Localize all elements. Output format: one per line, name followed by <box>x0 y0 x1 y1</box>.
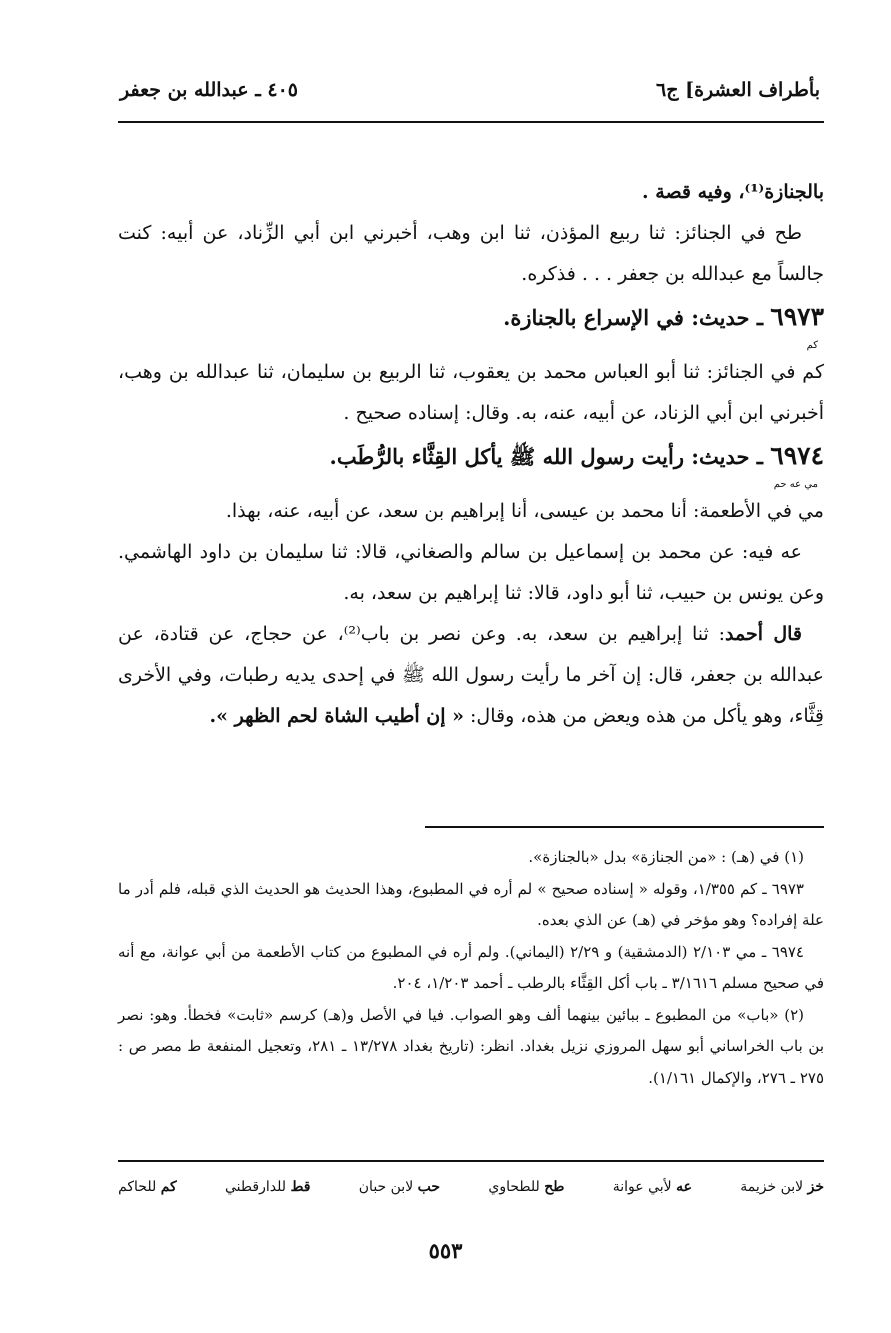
footnote-6974: ٦٩٧٤ ـ مي ٢/١٠٣ (الدمشقية) و ٢/٢٩ (اليماني). ولم أره في المطبوع من كتاب الأطعمة من أبي عوانة، مع أنه في صحيح مسلم ٣/١٦١٦ ـ باب أكل القِثَّاء بالرطب ـ أحمد ١/٢٠٣، ٢٠٤. <box>118 942 824 992</box>
header-divider <box>118 121 824 123</box>
paragraph-tahawi: طح في الجنائز: ثنا ربيع المؤذن، ثنا ابن وهب، أخبرني ابن أبي الزِّناد، عن أبيه: كنت جالساً مع عبدالله بن جعفر . . . فذكره. <box>118 222 824 285</box>
ahmad-quote: « إن أطيب الشاة لحم الظهر ». <box>209 705 464 727</box>
running-header <box>120 70 820 110</box>
legend-item: قط للدارقطني <box>225 1179 311 1195</box>
book-title: بأطراف العشرة] ج٦ <box>656 79 820 101</box>
hadith-number-6973: ٦٩٧٣ <box>770 302 824 331</box>
hadith-title-6973: ـ حديث: في الإسراع بالجنازة. <box>503 305 763 330</box>
abbreviation-legend <box>118 1170 824 1204</box>
footnote-divider <box>425 826 824 828</box>
hadith-heading-6973 <box>118 295 824 340</box>
hadith-title-6974: ـ حديث: رأيت رسول الله ﷺ يأكل القِثَّاء بالرُّطَب. <box>329 444 763 469</box>
source-symbols-6974: مي عه حم <box>773 479 818 490</box>
legend-item: عه لأبي عوانة <box>612 1179 692 1195</box>
hadith-body-6973: كم في الجنائز: ثنا أبو العباس محمد بن يعقوب، ثنا الربيع بن سليمان، ثنا عبدالله بن وهب، أخبرني ابن أبي الزناد، عن أبيه، عنه، به. وقال: إسناده صحيح . <box>118 361 824 424</box>
main-text <box>118 172 824 737</box>
paragraph-continuation: بالجنازة⁽¹⁾، وفيه قصة . <box>642 181 824 203</box>
footnote-2: (٢) «باب» من المطبوع ـ ببائين بينهما ألف وهو الصواب. فيا في الأصل و(هـ) كرسم «ثابت» فخطأ. وهو: نصر بن باب الخراساني أبو سهل المروزي نزيل بغداد. انظر: (تاريخ بغداد ١٣/٢٧٨ ـ ٢٨١، وتعجيل المنفعة ط مصر ص : ٢٧٥ ـ ٢٧٦، والإكمال ١/١٦١). <box>118 1005 825 1087</box>
hadith-body-ahmad <box>118 614 824 737</box>
hadith-body-abu-awana: عه فيه: عن محمد بن إسماعيل بن سالم والصغاني، قالا: ثنا سليمان بن داود الهاشمي. وعن يونس بن حبيب، ثنا أبو داود، قالا: ثنا إبراهيم بن سعد، به. <box>118 541 824 604</box>
footnote-6973: ٦٩٧٣ ـ كم ١/٣٥٥، وقوله « إسناده صحيح » لم أره في المطبوع، وهذا الحديث هو الحديث الذي قبله، فلم أدر ما علة إفراده؟ وهو مؤخر في (هـ) عن الذي بعده. <box>118 879 824 929</box>
legend-item: كم للحاكم <box>118 1179 177 1195</box>
legend-item: طح للطحاوي <box>488 1179 565 1195</box>
footnotes <box>118 842 824 1094</box>
legend-divider <box>118 1160 824 1162</box>
legend-item: حب لابن حبان <box>358 1179 441 1195</box>
page-number: ٥٥٣ <box>428 1238 463 1263</box>
legend-item: خز لابن خزيمة <box>740 1179 824 1195</box>
hadith-number-6974: ٦٩٧٤ <box>770 441 824 470</box>
section-title: ٤٠٥ ـ عبدالله بن جعفر <box>120 79 298 101</box>
footnote-1: (١) في (هـ) : «من الجنازة» بدل «بالجنازة». <box>528 848 804 866</box>
ahmad-lead: قال أحمد <box>725 623 803 645</box>
hadith-body-darimi: مي في الأطعمة: أنا محمد بن عيسى، أنا إبراهيم بن سعد، عن أبيه، عنه، بهذا. <box>225 500 824 522</box>
source-symbols-6973: كم <box>806 340 818 351</box>
ahmad-text: : ثنا إبراهيم بن سعد، به. وعن نصر بن باب⁽²⁾، عن حجاج، عن قتادة، عن عبدالله بن جعفر، قال: إن آخر ما رأيت رسول الله ﷺ في إحدى يديه رطبات، وفي الأخرى قِثَّاء، وهو يأكل من هذه ويعض من هذه، وقال: <box>118 623 824 727</box>
hadith-heading-6974 <box>118 434 824 479</box>
